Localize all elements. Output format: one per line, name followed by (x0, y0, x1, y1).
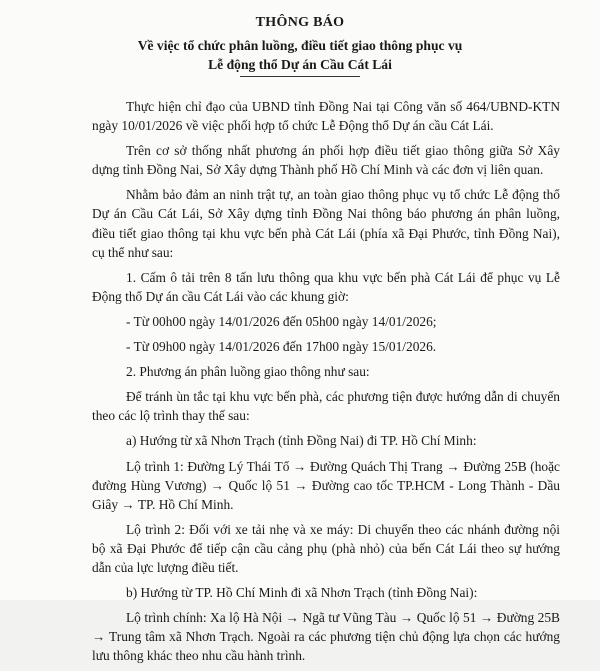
document-header (0, 0, 600, 77)
document-subtitle-line-2: Lễ động thổ Dự án Cầu Cát Lái (208, 57, 392, 72)
paragraph-basis: Trên cơ sở thống nhất phương án phối hợp điều tiết giao thông giữa Sở Xây dựng tỉnh Đồng Nai, Sở Xây dựng Thành phố Hồ Chí Minh và các đơn vị liên quan. (92, 143, 560, 178)
paragraph-route-1: Lộ trình 1: Đường Lý Thái Tổ → Đường Quách Thị Trang → Đường 25B (hoặc đường Hùng Vương) → Quốc lộ 51 → Đường cao tốc TP.HCM - Long Thành - Dầu Giây → TP. Hồ Chí Minh. (92, 458, 560, 512)
paragraph-route-2: Lộ trình 2: Đối với xe tải nhẹ và xe máy: Di chuyển theo các nhánh đường nội bộ xã Đại Phước để tiếp cận cầu cảng phụ (phà nhỏ) của bến Cát Lái theo sự hướng dẫn của lực lượng điều tiết. (92, 521, 560, 575)
paragraph-purpose: Nhằm bảo đảm an ninh trật tự, an toàn giao thông phục vụ tổ chức Lễ động thổ Dự án Cầu Cát Lái, Sở Xây dựng tỉnh Đồng Nai thông báo phương án phân luồng, điều tiết giao thông tại khu vực bến phà Cát Lái (phía xã Đại Phước, tỉnh Đồng Nai), cụ thể như sau: (92, 187, 560, 260)
paragraph-main-route: Lộ trình chính: Xa lộ Hà Nội → Ngã tư Vũng Tàu → Quốc lộ 51 → Đường 25B → Trung tâm xã Nhơn Trạch. Ngoài ra các phương tiện chủ động lựa chọn các hướng lưu thông khác theo nhu cầu hành trình. (92, 610, 560, 664)
paragraph-direction-b: b) Hướng từ TP. Hồ Chí Minh đi xã Nhơn Trạch (tỉnh Đồng Nai): (126, 585, 478, 601)
document-title: THÔNG BÁO (255, 15, 345, 30)
document-body (92, 97, 560, 671)
paragraph-section-1: 1. Cấm ô tải trên 8 tấn lưu thông qua khu vực bến phà Cát Lái để phục vụ Lễ Động thổ Dự án cầu Cát Lái vào các khung giờ: (92, 269, 560, 304)
paragraph-direction-a: a) Hướng từ xã Nhơn Trạch (tỉnh Đồng Nai) đi TP. Hồ Chí Minh: (126, 433, 477, 449)
title-underline (240, 76, 360, 77)
paragraph-section-2: 2. Phương án phân luồng giao thông như sau: (126, 364, 370, 380)
paragraph-diversion-intro: Để tránh ùn tắc tại khu vực bến phà, các phương tiện được hướng dẫn di chuyển theo các lộ trình thay thế sau: (92, 389, 560, 424)
document-subtitle-line-1: Về việc tổ chức phân luồng, điều tiết giao thông phục vụ (137, 38, 463, 53)
paragraph-time-slot-2: - Từ 09h00 ngày 14/01/2026 đến 17h00 ngày 15/01/2026. (126, 339, 437, 355)
paragraph-directive: Thực hiện chỉ đạo của UBND tỉnh Đồng Nai tại Công văn số 464/UBND-KTN ngày 10/01/2026 về việc phối hợp tổ chức Lễ Động thổ Dự án cầu Cát Lái. (92, 99, 560, 134)
paragraph-time-slot-1: - Từ 00h00 ngày 14/01/2026 đến 05h00 ngày 14/01/2026; (126, 313, 437, 329)
